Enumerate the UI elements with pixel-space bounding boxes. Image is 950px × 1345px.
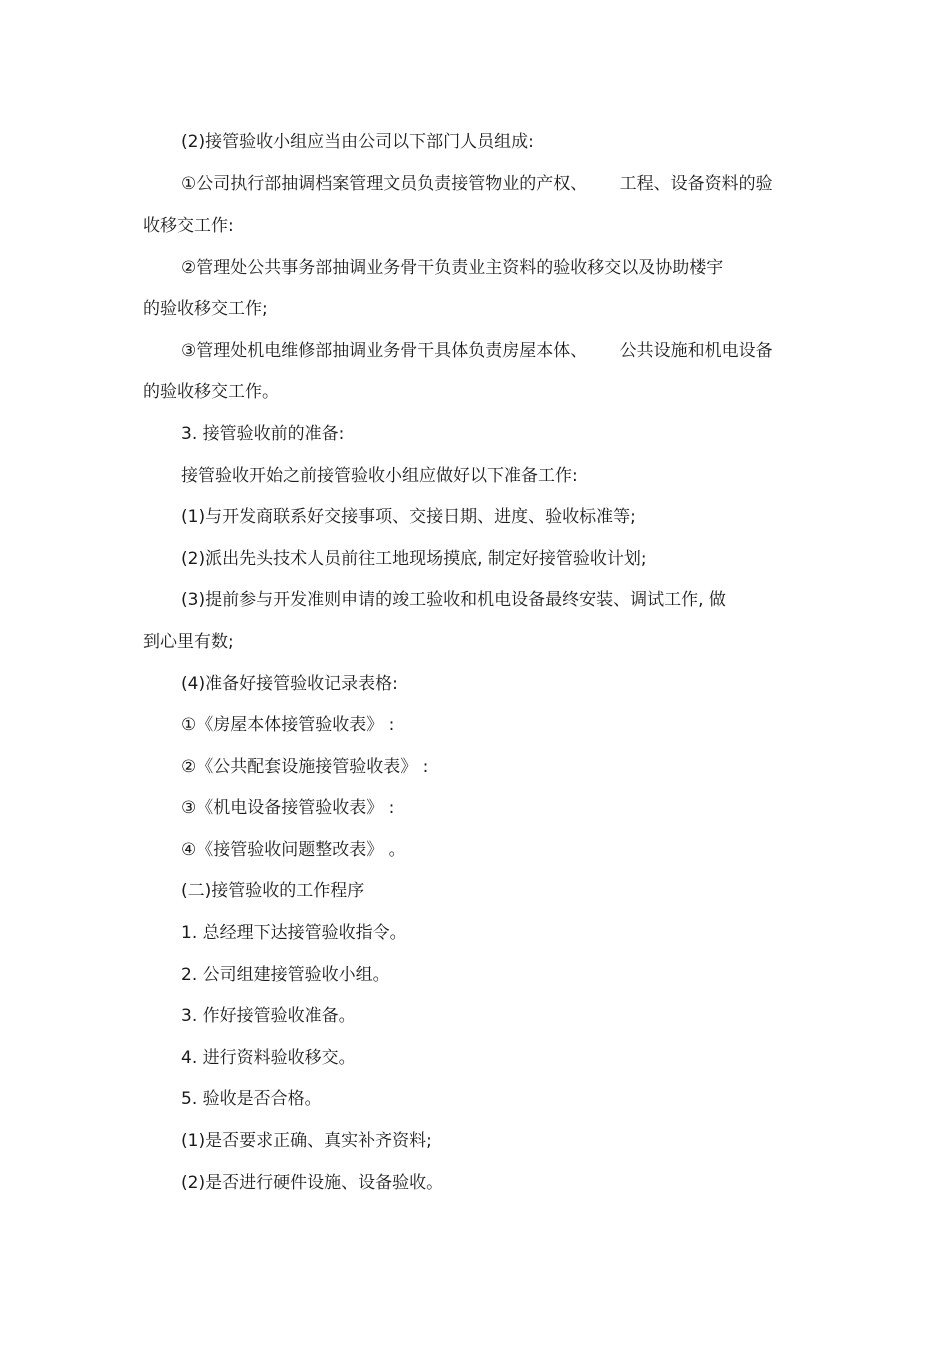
list-item: ④《接管验收问题整改表》 。 <box>181 840 406 860</box>
list-item: (1)是否要求正确、真实补齐资料; <box>181 1131 432 1151</box>
list-item: (2)派出先头技术人员前往工地现场摸底, 制定好接管验收计划; <box>181 549 647 569</box>
paragraph-line: 的验收移交工作; <box>143 299 268 319</box>
paragraph-line: ③管理处机电维修部抽调业务骨干具体负责房屋本体、 公共设施和机电设备 <box>181 341 773 361</box>
paragraph-line: 收移交工作: <box>143 216 234 236</box>
paragraph-line: 接管验收开始之前接管验收小组应做好以下准备工作: <box>181 466 578 486</box>
list-item: (3)提前参与开发准则申请的竣工验收和机电设备最终安装、调试工作, 做 <box>181 590 726 610</box>
list-item: 3. 作好接管验收准备。 <box>181 1006 356 1026</box>
section-heading: 3. 接管验收前的准备: <box>181 424 345 444</box>
list-item: (2)是否进行硬件设施、设备验收。 <box>181 1173 444 1193</box>
list-item: ③《机电设备接管验收表》 : <box>181 798 395 818</box>
list-item: 1. 总经理下达接管验收指令。 <box>181 923 407 943</box>
paragraph-line: 到心里有数; <box>143 632 234 652</box>
list-item: 4. 进行资料验收移交。 <box>181 1048 356 1068</box>
list-item: ①《房屋本体接管验收表》 : <box>181 715 395 735</box>
paragraph-line: 的验收移交工作。 <box>143 382 279 402</box>
list-item: 2. 公司组建接管验收小组。 <box>181 965 390 985</box>
list-item: (1)与开发商联系好交接事项、交接日期、进度、验收标准等; <box>181 507 636 527</box>
list-item: 5. 验收是否合格。 <box>181 1089 322 1109</box>
list-item: ②《公共配套设施接管验收表》 : <box>181 757 429 777</box>
paragraph-line: (2)接管验收小组应当由公司以下部门人员组成: <box>181 132 534 152</box>
paragraph-line: ②管理处公共事务部抽调业务骨干负责业主资料的验收移交以及协助楼宇 <box>181 258 724 278</box>
section-heading: (二)接管验收的工作程序 <box>181 881 365 901</box>
paragraph-line: ①公司执行部抽调档案管理文员负责接管物业的产权、 工程、设备资料的验 <box>181 174 773 194</box>
list-item: (4)准备好接管验收记录表格: <box>181 674 398 694</box>
